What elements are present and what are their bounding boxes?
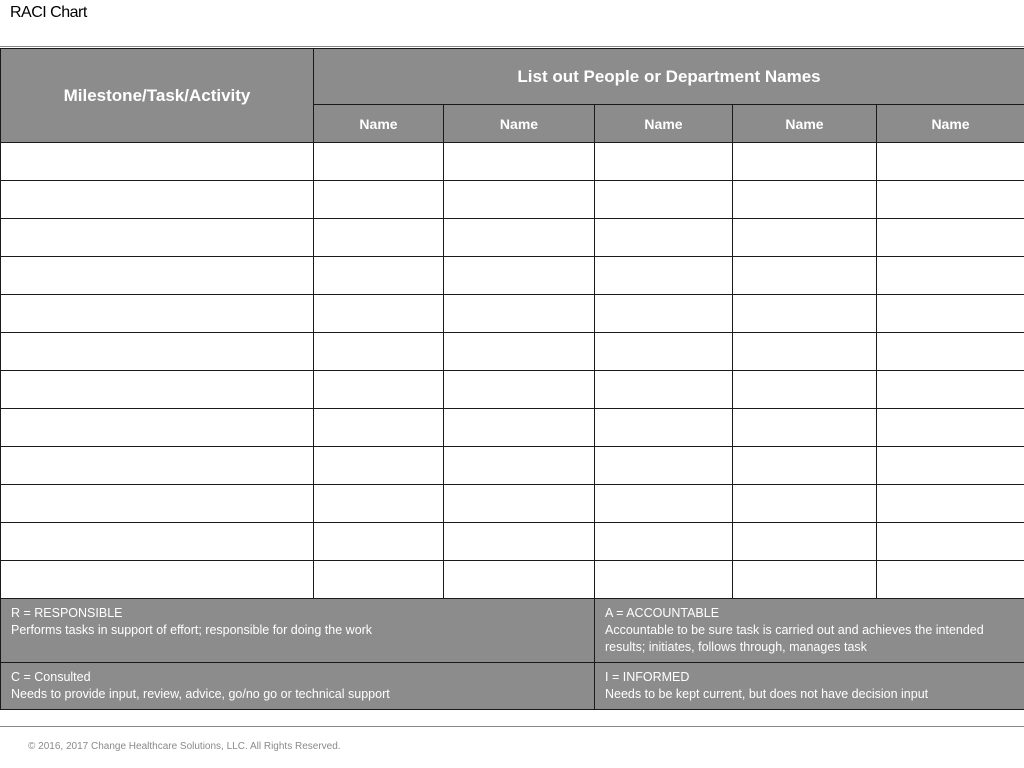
legend-row-1	[1, 599, 1024, 663]
assignment-cell[interactable]	[877, 257, 1024, 295]
task-cell[interactable]	[1, 333, 314, 371]
assignment-cell[interactable]	[733, 333, 877, 371]
table-row	[1, 333, 1024, 371]
assignment-cell[interactable]	[595, 219, 733, 257]
assignment-cell[interactable]	[595, 257, 733, 295]
task-cell[interactable]	[1, 561, 314, 599]
assignment-cell[interactable]	[595, 447, 733, 485]
table-row	[1, 447, 1024, 485]
assignment-cell[interactable]	[314, 447, 444, 485]
legend-desc: Needs to be kept current, but does not have decision input	[605, 687, 929, 701]
assignment-cell[interactable]	[733, 181, 877, 219]
assignment-cell[interactable]	[733, 561, 877, 599]
table-row	[1, 523, 1024, 561]
task-cell[interactable]	[1, 143, 314, 181]
table-row	[1, 181, 1024, 219]
task-cell[interactable]	[1, 523, 314, 561]
assignment-cell[interactable]	[595, 523, 733, 561]
legend-row-2	[1, 663, 1024, 710]
assignment-cell[interactable]	[314, 485, 444, 523]
legend-consulted	[1, 663, 595, 710]
assignment-cell[interactable]	[444, 409, 595, 447]
task-cell[interactable]	[1, 257, 314, 295]
assignment-cell[interactable]	[733, 219, 877, 257]
name-column-header: Name	[877, 105, 1024, 143]
task-cell[interactable]	[1, 371, 314, 409]
assignment-cell[interactable]	[444, 295, 595, 333]
task-cell[interactable]	[1, 219, 314, 257]
task-cell[interactable]	[1, 447, 314, 485]
task-cell[interactable]	[1, 409, 314, 447]
assignment-cell[interactable]	[314, 371, 444, 409]
legend-desc: Needs to provide input, review, advice, go/no go or technical support	[11, 687, 390, 701]
assignment-cell[interactable]	[877, 295, 1024, 333]
people-group-header: List out People or Department Names	[314, 49, 1024, 105]
name-column-header: Name	[733, 105, 877, 143]
assignment-cell[interactable]	[444, 371, 595, 409]
table-row	[1, 485, 1024, 523]
assignment-cell[interactable]	[444, 333, 595, 371]
assignment-cell[interactable]	[877, 371, 1024, 409]
top-divider	[0, 46, 1024, 47]
table-row	[1, 257, 1024, 295]
table-row	[1, 143, 1024, 181]
assignment-cell[interactable]	[877, 485, 1024, 523]
legend-responsible	[1, 599, 595, 663]
assignment-cell[interactable]	[444, 219, 595, 257]
assignment-cell[interactable]	[444, 257, 595, 295]
task-column-header: Milestone/Task/Activity	[1, 49, 314, 143]
assignment-cell[interactable]	[733, 143, 877, 181]
table-row	[1, 409, 1024, 447]
assignment-cell[interactable]	[877, 447, 1024, 485]
legend-desc: Accountable to be sure task is carried out and achieves the intended results; initiates, follows through, manages task	[605, 623, 984, 654]
assignment-cell[interactable]	[444, 447, 595, 485]
assignment-cell[interactable]	[444, 143, 595, 181]
page-title: RACI Chart	[10, 4, 87, 21]
name-column-header: Name	[595, 105, 733, 143]
assignment-cell[interactable]	[314, 409, 444, 447]
legend-accountable	[595, 599, 1024, 663]
assignment-cell[interactable]	[877, 523, 1024, 561]
copyright-footer: © 2016, 2017 Change Healthcare Solutions, LLC. All Rights Reserved.	[28, 741, 341, 752]
assignment-cell[interactable]	[877, 143, 1024, 181]
table-row	[1, 561, 1024, 599]
name-column-header: Name	[444, 105, 595, 143]
task-cell[interactable]	[1, 181, 314, 219]
assignment-cell[interactable]	[314, 257, 444, 295]
legend-desc: Performs tasks in support of effort; responsible for doing the work	[11, 623, 373, 637]
assignment-cell[interactable]	[733, 257, 877, 295]
name-column-header: Name	[314, 105, 444, 143]
assignment-cell[interactable]	[733, 485, 877, 523]
legend-code: I = INFORMED	[605, 670, 690, 684]
assignment-cell[interactable]	[877, 181, 1024, 219]
table-row	[1, 295, 1024, 333]
header-row-group	[1, 49, 1024, 105]
task-cell[interactable]	[1, 295, 314, 333]
assignment-cell[interactable]	[314, 523, 444, 561]
assignment-cell[interactable]	[444, 485, 595, 523]
assignment-cell[interactable]	[444, 561, 595, 599]
assignment-cell[interactable]	[595, 181, 733, 219]
assignment-cell[interactable]	[444, 523, 595, 561]
assignment-cell[interactable]	[314, 219, 444, 257]
assignment-cell[interactable]	[877, 333, 1024, 371]
assignment-cell[interactable]	[733, 447, 877, 485]
table-row	[1, 371, 1024, 409]
assignment-cell[interactable]	[314, 143, 444, 181]
assignment-cell[interactable]	[314, 333, 444, 371]
table-row	[1, 219, 1024, 257]
raci-body	[1, 143, 1024, 599]
bottom-divider	[0, 726, 1024, 727]
assignment-cell[interactable]	[733, 409, 877, 447]
assignment-cell[interactable]	[595, 371, 733, 409]
assignment-cell[interactable]	[595, 143, 733, 181]
assignment-cell[interactable]	[877, 219, 1024, 257]
task-cell[interactable]	[1, 485, 314, 523]
assignment-cell[interactable]	[314, 181, 444, 219]
assignment-cell[interactable]	[595, 409, 733, 447]
assignment-cell[interactable]	[877, 409, 1024, 447]
assignment-cell[interactable]	[733, 295, 877, 333]
assignment-cell[interactable]	[314, 561, 444, 599]
raci-table	[0, 48, 1024, 710]
legend-informed	[595, 663, 1024, 710]
assignment-cell[interactable]	[877, 561, 1024, 599]
legend-code: R = RESPONSIBLE	[11, 606, 123, 620]
assignment-cell[interactable]	[595, 561, 733, 599]
assignment-cell[interactable]	[444, 181, 595, 219]
assignment-cell[interactable]	[595, 485, 733, 523]
legend-code: C = Consulted	[11, 670, 91, 684]
assignment-cell[interactable]	[314, 295, 444, 333]
assignment-cell[interactable]	[733, 523, 877, 561]
assignment-cell[interactable]	[595, 333, 733, 371]
legend-code: A = ACCOUNTABLE	[605, 606, 720, 620]
assignment-cell[interactable]	[595, 295, 733, 333]
assignment-cell[interactable]	[733, 371, 877, 409]
